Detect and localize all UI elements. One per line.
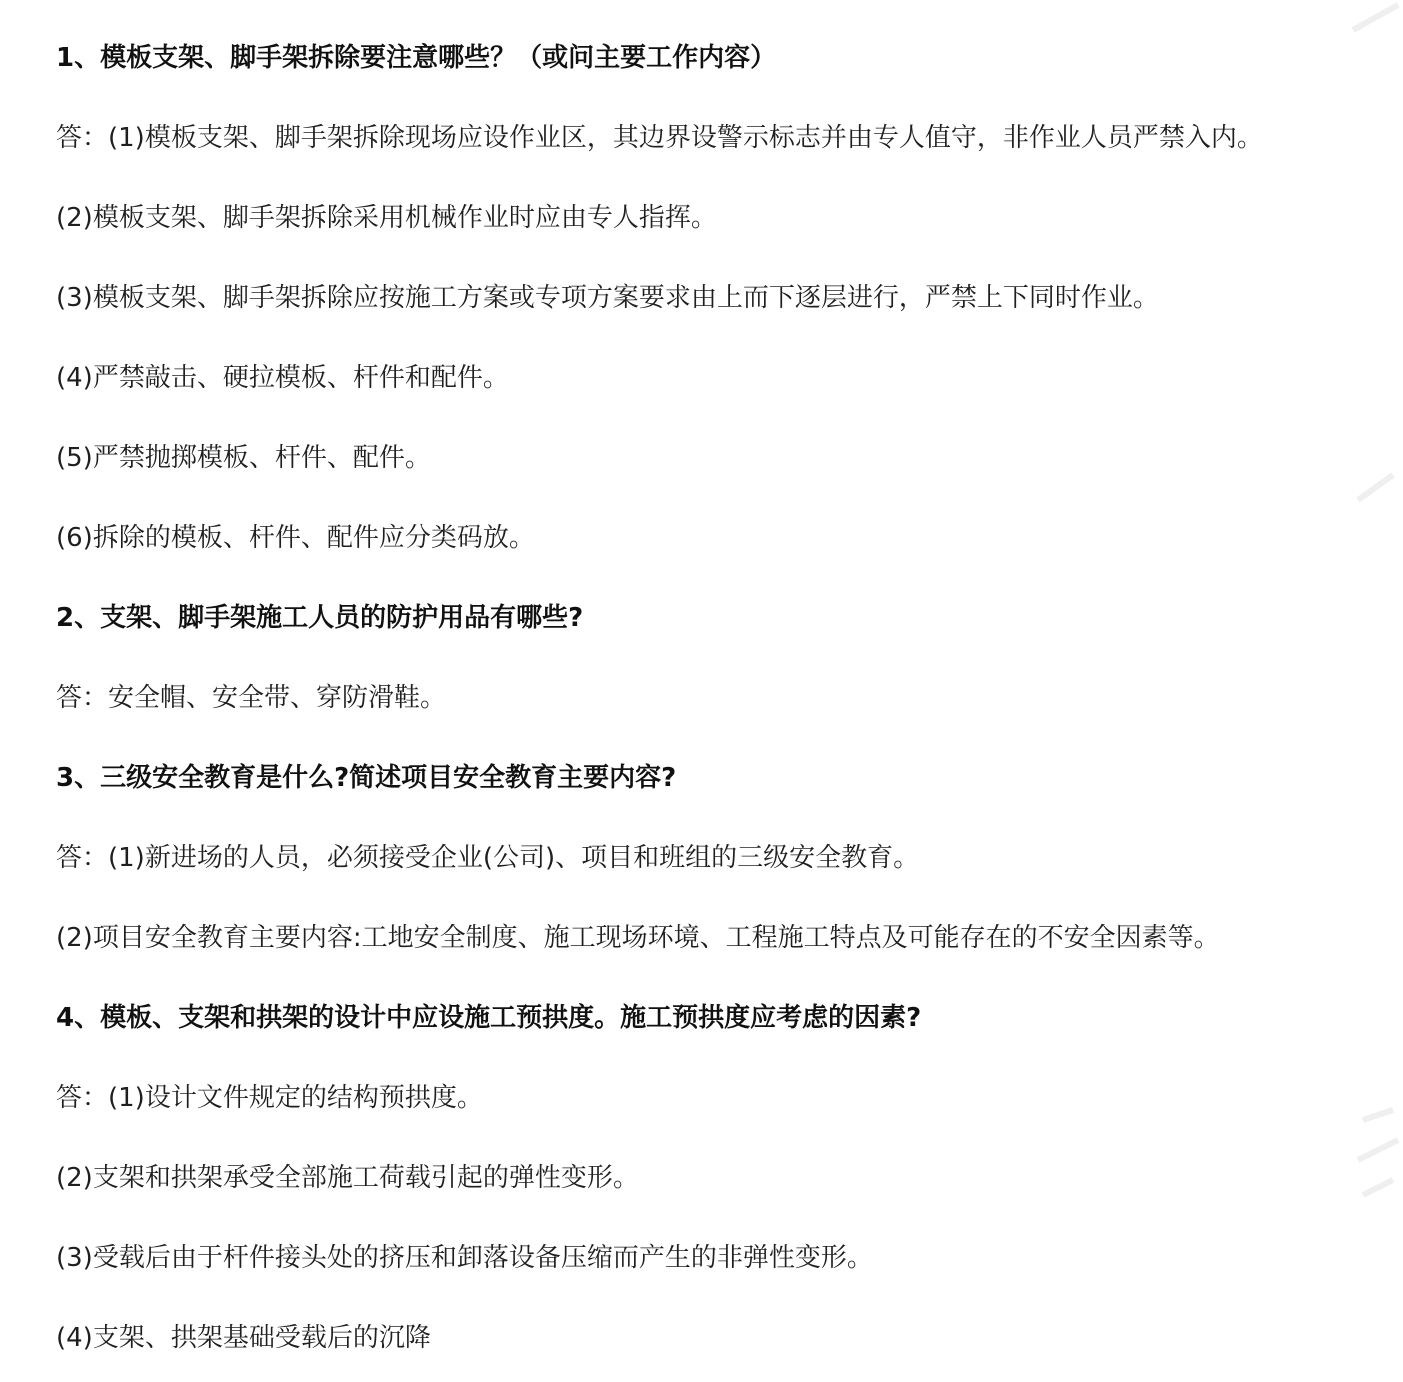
question-4-answer-4: (4)支架、拱架基础受载后的沉降 — [56, 1323, 431, 1353]
question-3-heading: 3、三级安全教育是什么?简述项目安全教育主要内容? — [56, 763, 677, 793]
question-2-answer-1: 答：安全帽、安全带、穿防滑鞋。 — [56, 683, 447, 713]
question-1-answer-1: 答：(1)模板支架、脚手架拆除现场应设作业区，其边界设警示标志并由专人值守，非作业人员严禁入内。 — [56, 123, 1263, 153]
question-1-answer-2: (2)模板支架、脚手架拆除采用机械作业时应由专人指挥。 — [56, 203, 717, 233]
question-2-heading: 2、支架、脚手架施工人员的防护用品有哪些? — [56, 603, 584, 633]
question-3-answer-2: (2)项目安全教育主要内容:工地安全制度、施工现场环境、工程施工特点及可能存在的不安全因素等。 — [56, 923, 1220, 953]
question-1-answer-6: (6)拆除的模板、杆件、配件应分类码放。 — [56, 523, 535, 553]
question-4-answer-2: (2)支架和拱架承受全部施工荷载引起的弹性变形。 — [56, 1163, 639, 1193]
question-3-answer-1: 答：(1)新进场的人员，必须接受企业(公司)、项目和班组的三级安全教育。 — [56, 843, 920, 873]
question-4-answer-1: 答：(1)设计文件规定的结构预拱度。 — [56, 1083, 483, 1113]
watermark-mark-top — [1343, 0, 1403, 40]
question-4-heading: 4、模板、支架和拱架的设计中应设施工预拱度。施工预拱度应考虑的因素? — [56, 1003, 922, 1033]
question-1-heading: 1、模板支架、脚手架拆除要注意哪些？（或问主要工作内容） — [56, 43, 777, 73]
question-1-answer-5: (5)严禁抛掷模板、杆件、配件。 — [56, 443, 431, 473]
question-1-answer-3: (3)模板支架、脚手架拆除应按施工方案或专项方案要求由上而下逐层进行，严禁上下同时作业。 — [56, 283, 1159, 313]
watermark-mark-bottom — [1343, 1100, 1403, 1210]
watermark-mark-middle — [1343, 460, 1403, 520]
question-4-answer-3: (3)受载后由于杆件接头处的挤压和卸落设备压缩而产生的非弹性变形。 — [56, 1243, 873, 1273]
question-1-answer-4: (4)严禁敲击、硬拉模板、杆件和配件。 — [56, 363, 509, 393]
